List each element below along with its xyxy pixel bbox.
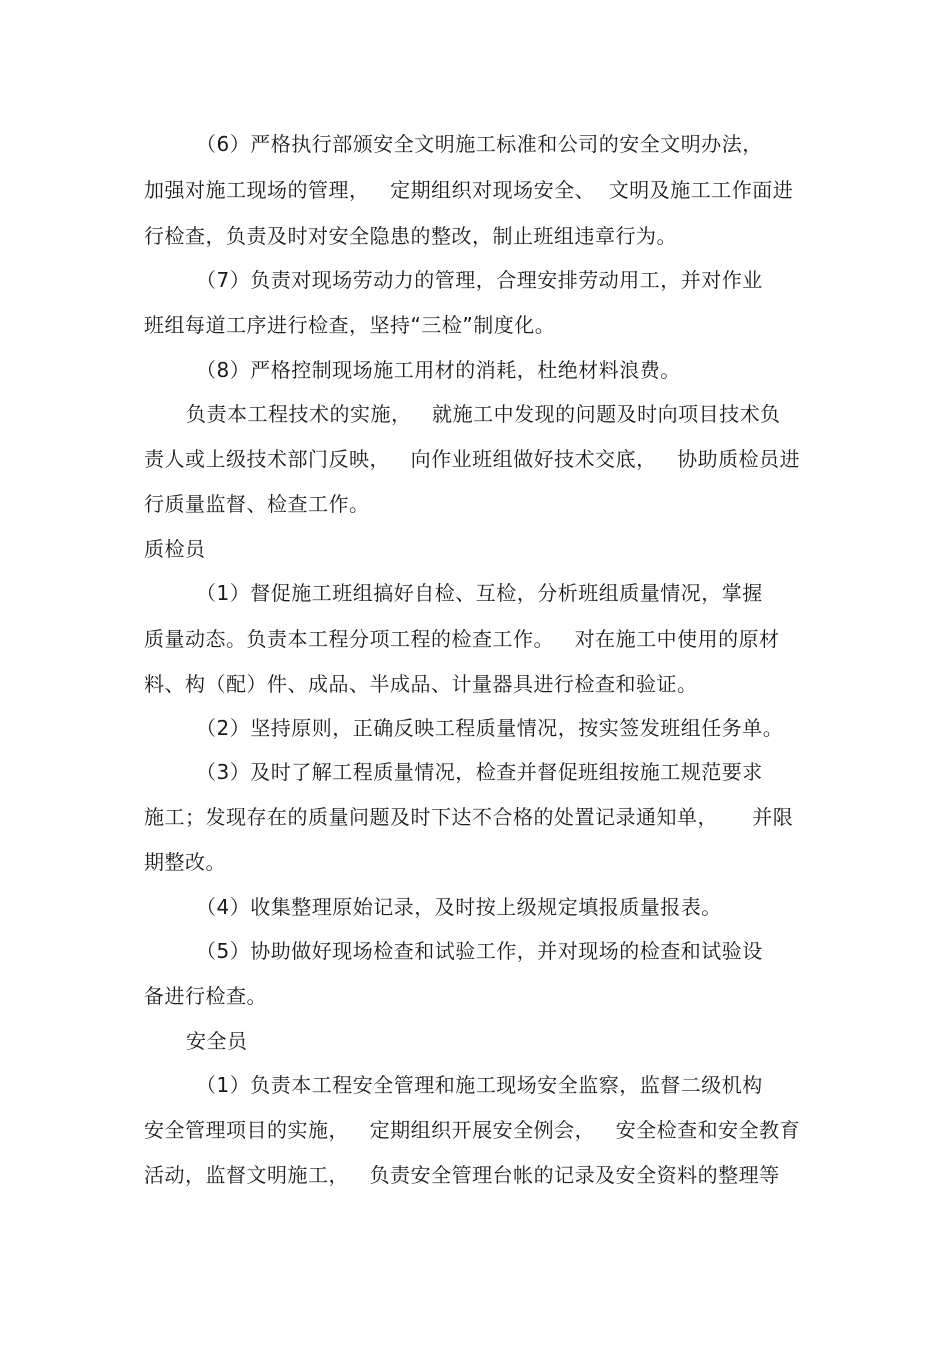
- section-heading-quality-inspector: 质检员: [144, 537, 206, 561]
- text-line-qc2: （2）坚持原则，正确反映工程质量情况，按实签发班组任务单。: [196, 716, 784, 740]
- text-line-qc3-2: 施工；发现存在的质量问题及时下达不合格的处置记录通知单， 并限: [144, 805, 794, 829]
- text-line-qc5-1: （5）协助做好现场检查和试验工作，并对现场的检查和试验设: [196, 939, 763, 963]
- text-line-so1-1: （1）负责本工程安全管理和施工现场安全监察，监督二级机构: [196, 1073, 763, 1097]
- text-line-item8: （8）严格控制现场施工用材的消耗，杜绝材料浪费。: [196, 358, 681, 382]
- text-line-tech-2: 责人或上级技术部门反映， 向作业班组做好技术交底， 协助质检员进: [144, 447, 801, 471]
- text-line-item6-3: 行检查，负责及时对安全隐患的整改，制止班组违章行为。: [144, 224, 677, 248]
- text-line-item7-1: （7）负责对现场劳动力的管理，合理安排劳动用工，并对作业: [196, 268, 763, 292]
- text-line-qc1-3: 料、构（配）件、成品、半成品、计量器具进行检查和验证。: [144, 672, 698, 696]
- text-line-item6-2: 加强对施工现场的管理， 定期组织对现场安全、 文明及施工工作面进: [144, 178, 794, 202]
- text-line-tech-3: 行质量监督、检查工作。: [144, 492, 370, 516]
- text-line-qc5-2: 备进行检查。: [144, 984, 267, 1008]
- text-line-qc4: （4）收集整理原始记录，及时按上级规定填报质量报表。: [196, 895, 722, 919]
- text-line-so1-3: 活动，监督文明施工， 负责安全管理台帐的记录及安全资料的整理等: [144, 1163, 780, 1187]
- text-line-so1-2: 安全管理项目的实施， 定期组织开展安全例会， 安全检查和安全教育: [144, 1118, 801, 1142]
- text-line-qc3-3: 期整改。: [144, 850, 226, 874]
- section-heading-safety-officer: 安全员: [186, 1029, 248, 1053]
- text-line-qc1-1: （1）督促施工班组搞好自检、互检，分析班组质量情况，掌握: [196, 581, 763, 605]
- text-line-item7-2: 班组每道工序进行检查，坚持“三检”制度化。: [144, 313, 556, 337]
- text-line-qc1-2: 质量动态。负责本工程分项工程的检查工作。 对在施工中使用的原材: [144, 627, 780, 651]
- text-line-item6-1: （6）严格执行部颁安全文明施工标准和公司的安全文明办法，: [196, 132, 763, 156]
- text-line-tech-1: 负责本工程技术的实施， 就施工中发现的问题及时向项目技术负: [186, 402, 781, 426]
- text-line-qc3-1: （3）及时了解工程质量情况，检查并督促班组按施工规范要求: [196, 760, 763, 784]
